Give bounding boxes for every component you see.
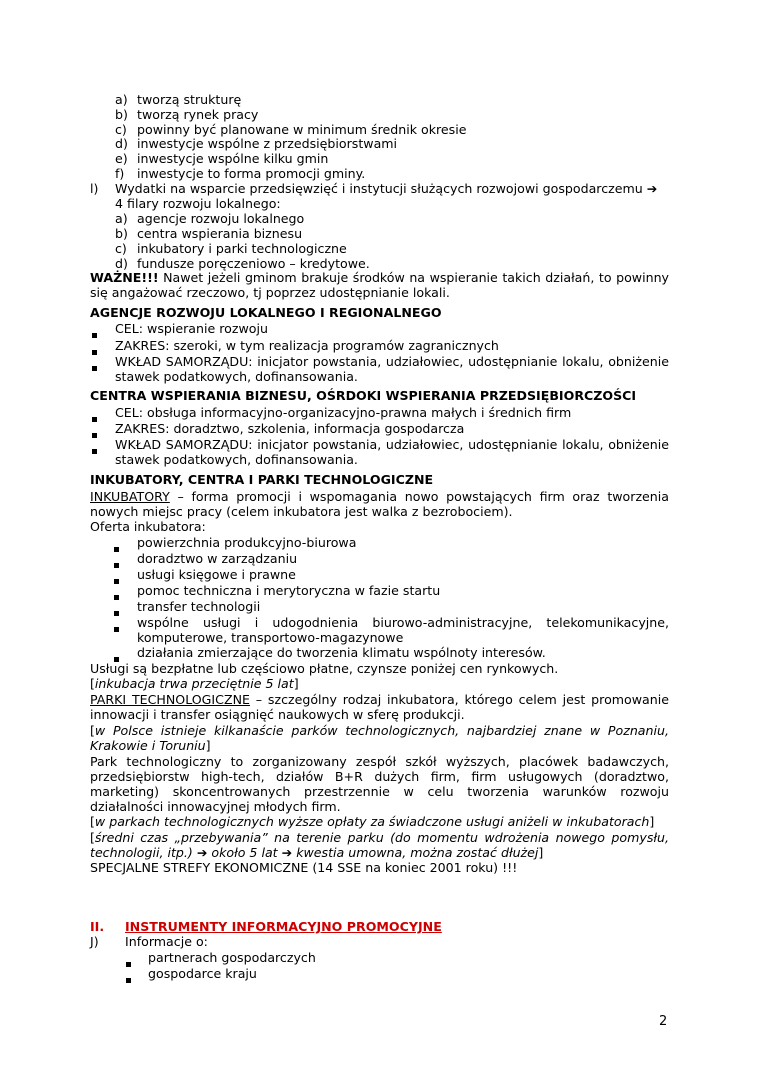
bullet-text: gospodarce kraju bbox=[148, 966, 257, 981]
list-item: c) bbox=[115, 241, 127, 256]
bullet-icon bbox=[126, 955, 131, 970]
bullet-icon bbox=[92, 359, 97, 374]
oferta-label: Oferta inkubatora: bbox=[90, 519, 206, 534]
strefy-text: SPECJALNE STREFY EKONOMICZNE (14 SSE na koniec 2001 roku) !!! bbox=[90, 860, 518, 875]
arrow-right-icon: ➔ bbox=[281, 845, 293, 860]
section-heading-centra: CENTRA WSPIERANIA BIZNESU, OŚRDOKI WSPIERANIA PRZEDSIĘBIORCZOŚCI bbox=[90, 388, 637, 403]
bullet-text: doradztwo w zarządzaniu bbox=[137, 551, 298, 566]
list-item-text: tworzą strukturę bbox=[137, 92, 242, 107]
bullet-text: działania zmierzające do tworzenia klimatu wspólnoty interesów. bbox=[137, 645, 546, 660]
inkubatory-definition: INKUBATORY – forma promocji i wspomagania nowo powstających firm oraz tworzenia nowych miejsc pracy (celem inkubatora jest walka z bezrobociem). bbox=[90, 489, 669, 519]
list-item: a) bbox=[115, 92, 128, 107]
bullet-text: wspólne usługi i udogodnienia biurowo-administracyjne, telekomunikacyjne, komputerowe, transportowo-magazynowe bbox=[137, 615, 669, 645]
bullet-icon bbox=[114, 556, 119, 571]
bullet-text: pomoc techniczna i merytoryczna w fazie startu bbox=[137, 583, 441, 598]
bullet-text: partnerach gospodarczych bbox=[148, 950, 316, 965]
list-item: d) bbox=[115, 136, 128, 151]
bullet-text: transfer technologii bbox=[137, 599, 261, 614]
oplaty-note: [w parkach technologicznych wyższe opłaty za świadczone usługi aniżeli w inkubatorach] bbox=[90, 814, 655, 829]
inkubacja-note: [inkubacja trwa przeciętnie 5 lat] bbox=[90, 676, 299, 691]
section-l-text: Wydatki na wsparcie przedsięwzięć i instytucji służących rozwojowi gospodarczemu ➔ bbox=[115, 181, 658, 196]
section-l-text-2: 4 filary rozwoju lokalnego: bbox=[115, 196, 281, 211]
list-item-text: tworzą rynek pracy bbox=[137, 107, 259, 122]
bullet-text: CEL: wspieranie rozwoju bbox=[115, 321, 268, 336]
arrow-right-icon: ➔ bbox=[196, 845, 208, 860]
list-item: f) bbox=[115, 166, 125, 181]
list-item-text: centra wspierania biznesu bbox=[137, 226, 303, 241]
list-item-text: inkubatory i parki technologiczne bbox=[137, 241, 347, 256]
list-item-text: inwestycje wspólne kilku gmin bbox=[137, 151, 329, 166]
bullet-icon bbox=[114, 540, 119, 555]
bullet-text: powierzchnia produkcyjno-biurowa bbox=[137, 535, 357, 550]
list-item: b) bbox=[115, 107, 128, 122]
section-heading-agencje: AGENCJE ROZWOJU LOKALNEGO I REGIONALNEGO bbox=[90, 305, 442, 320]
page-number: 2 bbox=[659, 1014, 668, 1029]
list-item-text: powinny być planowane w minimum średnik okresie bbox=[137, 122, 467, 137]
bullet-icon bbox=[114, 572, 119, 587]
section-label: J) bbox=[90, 934, 99, 949]
uslugi-text: Usługi są bezpłatne lub częściowo płatne, czynsze poniżej cen rynkowych. bbox=[90, 661, 559, 676]
list-item: d) bbox=[115, 256, 128, 271]
section-label: l) bbox=[90, 181, 99, 196]
list-item-text: agencje rozwoju lokalnego bbox=[137, 211, 305, 226]
bullet-text: CEL: obsługa informacyjno-organizacyjno-prawna małych i średnich firm bbox=[115, 405, 572, 420]
bullet-icon bbox=[92, 326, 97, 341]
list-item-text: inwestycje to forma promocji gminy. bbox=[137, 166, 366, 181]
section-heading-instrumenty: INSTRUMENTY INFORMACYJNO PROMOCYJNE bbox=[125, 919, 442, 934]
list-item-text: fundusze poręczeniowo – kredytowe. bbox=[137, 256, 370, 271]
list-item: b) bbox=[115, 226, 128, 241]
informacje-label: Informacje o: bbox=[125, 934, 208, 949]
bullet-icon bbox=[92, 343, 97, 358]
bullet-icon bbox=[92, 426, 97, 441]
bullet-text: WKŁAD SAMORZĄDU: inicjator powstania, udziałowiec, udostępnianie lokalu, obniżenie stawek podatkowych, dofinansowania. bbox=[115, 354, 669, 384]
bullet-icon bbox=[114, 588, 119, 603]
parki-polska-note: [w Polsce istnieje kilkanaście parków technologicznych, najbardziej znane w Poznaniu, Krakowie i Toruniu] bbox=[90, 723, 669, 753]
bullet-icon bbox=[114, 604, 119, 619]
bullet-icon bbox=[126, 971, 131, 986]
bullet-icon bbox=[92, 410, 97, 425]
list-item: e) bbox=[115, 151, 128, 166]
bullet-icon bbox=[114, 620, 119, 635]
park-paragraph: Park technologiczny to zorganizowany zespół szkół wyższych, placówek badawczych, przedsiębiorstw high-tech, działów B+R dużych firm, firm usługowych (doradztwo, marketing) skoncentrowanych przestrzennie w celu tworzenia warunków rozwoju działalności innowacyjnej młodych firm. bbox=[90, 754, 669, 814]
czas-note: [średni czas „przebywania” na terenie parku (do momentu wdrożenia nowego pomysłu, technologii, itp.) ➔ około 5 lat ➔ kwestia umowna, można zostać dłużej] bbox=[90, 830, 669, 860]
arrow-right-icon: ➔ bbox=[646, 181, 658, 196]
list-item: c) bbox=[115, 122, 127, 137]
wazne-paragraph: WAŻNE!!! Nawet jeżeli gminom brakuje środków na wspieranie takich działań, to powinny się angażować rzeczowo, tj poprzez udostępnianie lokali. bbox=[90, 270, 669, 300]
bullet-text: WKŁAD SAMORZĄDU: inicjator powstania, udziałowiec, udostępnianie lokalu, obniżenie stawek podatkowych, dofinansowania. bbox=[115, 437, 669, 467]
bullet-icon bbox=[92, 442, 97, 457]
parki-definition: PARKI TECHNOLOGICZNE – szczególny rodzaj inkubatora, którego celem jest promowanie innowacji i transfer osiągnięć naukowych w sferę produkcji. bbox=[90, 692, 669, 722]
bullet-text: ZAKRES: doradztwo, szkolenia, informacja gospodarcza bbox=[115, 421, 465, 436]
bullet-text: ZAKRES: szeroki, w tym realizacja programów zagranicznych bbox=[115, 338, 499, 353]
list-item-text: inwestycje wspólne z przedsiębiorstwami bbox=[137, 136, 398, 151]
list-item: a) bbox=[115, 211, 128, 226]
section-number: II. bbox=[90, 919, 105, 934]
bullet-text: usługi księgowe i prawne bbox=[137, 567, 296, 582]
section-heading-inkubatory: INKUBATORY, CENTRA I PARKI TECHNOLOGICZNE bbox=[90, 472, 434, 487]
